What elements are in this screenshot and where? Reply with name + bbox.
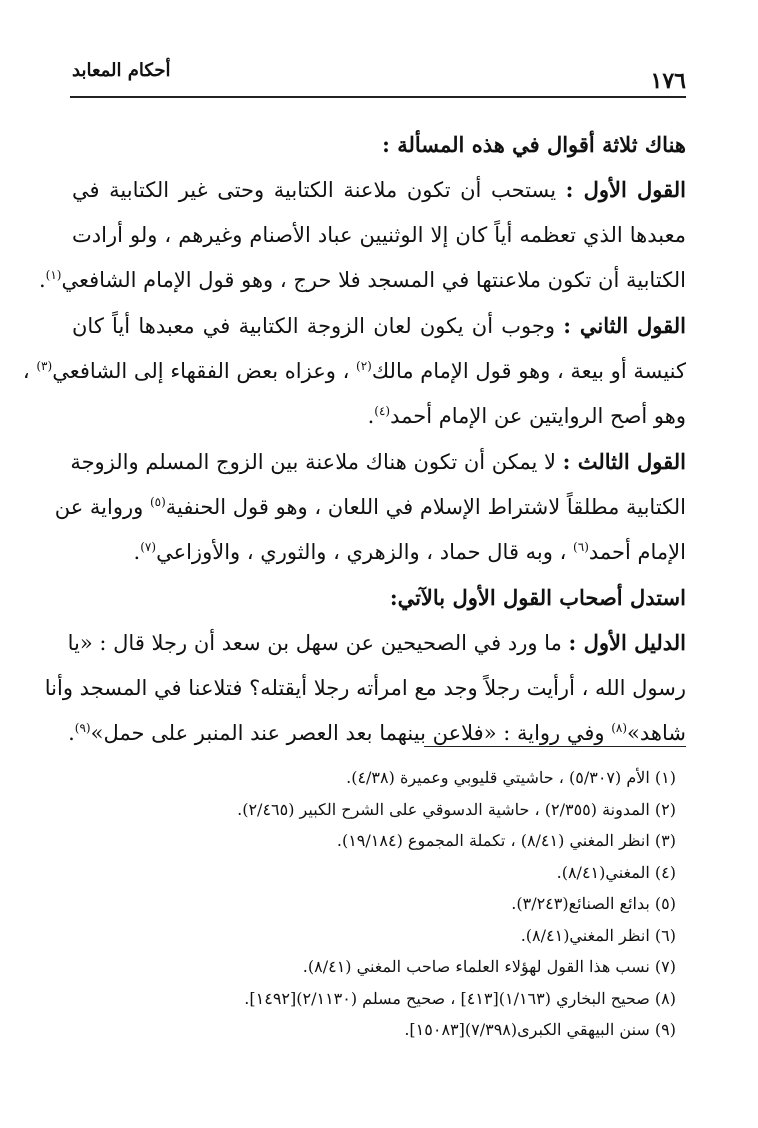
footnote-ref-7[interactable]: (٧): [140, 540, 157, 554]
footnote-ref-4[interactable]: (٤): [374, 404, 391, 418]
evidence-heading: استدل أصحاب القول الأول بالآتي:: [389, 585, 686, 610]
first-evidence-line-2: رسول الله ، أرأيت رجلاً وجد مع امرأته رجلا أيقتله؟ فتلاعنا في المسجد وأنا: [44, 676, 686, 700]
first-opinion-label: القول الأول :: [565, 177, 687, 202]
paragraph-first-opinion: القول الأول : يستحب أن تكون ملاعنة الكتابية وحتى غير الكتابية في معبدها الذي تعظمه أياً كان إلا الوثنيين عباد الأصنام وغيرهم ، ولو أرادت الكتابية أن تكون ملاعنتها في المسجد فلا حرج ، وهو قول الإمام الشافعي$^{(١)}$.: [38, 177, 687, 292]
footnote-ref-2[interactable]: (٢): [356, 359, 372, 373]
footnote-ref-3[interactable]: (٣): [36, 359, 53, 373]
intro-heading: هناك ثلاثة أقوال في هذه المسألة :: [382, 132, 686, 157]
footnote-ref-6[interactable]: (٦): [573, 540, 589, 554]
footnote-1: (١) الأم (٥/٣٠٧) ، حاشيتي قليوبي وعميرة (٤/٣٨).: [346, 768, 676, 787]
main-text: [22, 122, 687, 756]
third-opinion-line-2a: الكتابية مطلقاً لاشتراط الإسلام في اللعان ، وهو قول الحنفية: [165, 495, 686, 519]
second-opinion-line-1: وجوب أن يكون لعان الزوجة الكتابية في معبدها أياً كان: [72, 314, 564, 338]
page-number: ١٧٦: [650, 68, 686, 94]
second-opinion-line-3: وهو أصح الروايتين عن الإمام أحمد: [390, 404, 686, 428]
footnote-ref-9[interactable]: (٩): [74, 721, 91, 735]
third-opinion-line-3b: ، وبه قال حماد ، والزهري ، والثوري ، والأوزاعي: [156, 540, 574, 564]
paragraph-second-opinion: القول الثاني : وجوب أن يكون لعان الزوجة الكتابية في معبدها أياً كان كنيسة أو بيعة ، وهو قول الإمام مالك$^{(٢)}$ ، وعزاه بعض الفقهاء إلى الشافعي$^{(٣)}$ ، وهو أصح الروايتين عن الإمام أحمد$^{(٤)}$.: [22, 313, 686, 428]
first-opinion-line-3: الكتابية أن تكون ملاعنتها في المسجد فلا حرج ، وهو قول الإمام الشافعي: [61, 268, 686, 292]
footnote-ref-8[interactable]: (٨): [611, 721, 628, 735]
footnote-ref-1[interactable]: (١): [45, 268, 62, 282]
running-header: [70, 56, 688, 94]
first-evidence-label: الدليل الأول :: [568, 630, 686, 655]
paragraph-first-evidence: الدليل الأول : ما ورد في الصحيحين عن سهل بن سعد أن رجلا قال : «يا رسول الله ، أرأيت رجلاً وجد مع امرأته رجلا أيقتله؟ فتلاعنا في المسجد وأنا شاهد»$^{(٨)}$ وفي رواية : «فلاعن بينهما بعد العصر عند المنبر على حمل»$^{(٩)}$.: [44, 630, 686, 745]
first-evidence-line-1: ما ورد في الصحيحين عن سهل بن سعد أن رجلا قال : «يا: [67, 631, 569, 655]
footnote-6: (٦) انظر المغني(٨/٤١).: [520, 925, 676, 945]
third-opinion-label: القول الثالث :: [562, 449, 686, 474]
footnote-separator: [424, 746, 686, 747]
book-title: أحكام المعابد: [72, 60, 171, 81]
first-opinion-line-1: يستحب أن تكون ملاعنة الكتابية وحتى غير الكتابية في: [72, 178, 566, 202]
footnote-5: (٥) بدائع الصنائع(٣/٢٤٣).: [511, 894, 676, 913]
footnote-9: (٩) سنن البيهقي الكبرى(٧/٣٩٨)[١٥٠٨٣].: [404, 1020, 676, 1039]
third-opinion-line-1: لا يمكن أن تكون هناك ملاعنة بين الزوج المسلم والزوجة: [70, 450, 563, 474]
first-opinion-line-2: معبدها الذي تعظمه أياً كان إلا الوثنيين عباد الأصنام وغيرهم ، ولو أرادت: [72, 223, 686, 247]
paragraph-third-opinion: القول الثالث : لا يمكن أن تكون هناك ملاعنة بين الزوج المسلم والزوجة الكتابية مطلقاً لاشتراط الإسلام في اللعان ، وهو قول الحنفية$^{(٥)}$ ورواية عن الإمام أحمد$^{(٦)}$ ، وبه قال حماد ، والزهري ، والثوري ، والأوزاعي$^{(٧)}$.: [54, 449, 686, 564]
footnote-ref-5[interactable]: (٥): [149, 495, 166, 509]
footnotes: [72, 762, 676, 1046]
footnote-7: (٧) نسب هذا القول لهؤلاء العلماء صاحب المغني (٨/٤١).: [302, 957, 676, 976]
footnote-4: (٤) المغني(٨/٤١).: [556, 862, 676, 882]
second-opinion-line-2b: ، وعزاه بعض الفقهاء إلى الشافعي: [52, 359, 357, 383]
header-rule: [70, 96, 686, 98]
first-evidence-line-3a: شاهد»: [627, 721, 686, 745]
second-opinion-line-2a: كنيسة أو بيعة ، وهو قول الإمام مالك: [371, 359, 686, 383]
footnote-2: (٢) المدونة (٢/٣٥٥) ، حاشية الدسوقي على الشرح الكبير (٢/٤٦٥).: [237, 799, 676, 819]
footnote-3: (٣) انظر المغني (٨/٤١) ، تكملة المجموع (١٩/١٨٤).: [336, 831, 676, 850]
first-evidence-line-3b: وفي رواية : «فلاعن بينهما بعد العصر عند المنبر على حمل»: [90, 721, 612, 745]
second-opinion-line-2c: ،: [22, 359, 37, 383]
second-opinion-label: القول الثاني :: [563, 313, 686, 338]
footnote-8: (٨) صحيح البخاري (١/١٦٣)[٤١٣] ، صحيح مسلم (٢/١١٣٠)[١٤٩٢].: [244, 988, 676, 1008]
third-opinion-line-2b: ورواية عن: [54, 495, 150, 519]
third-opinion-line-3a: الإمام أحمد: [588, 540, 686, 564]
